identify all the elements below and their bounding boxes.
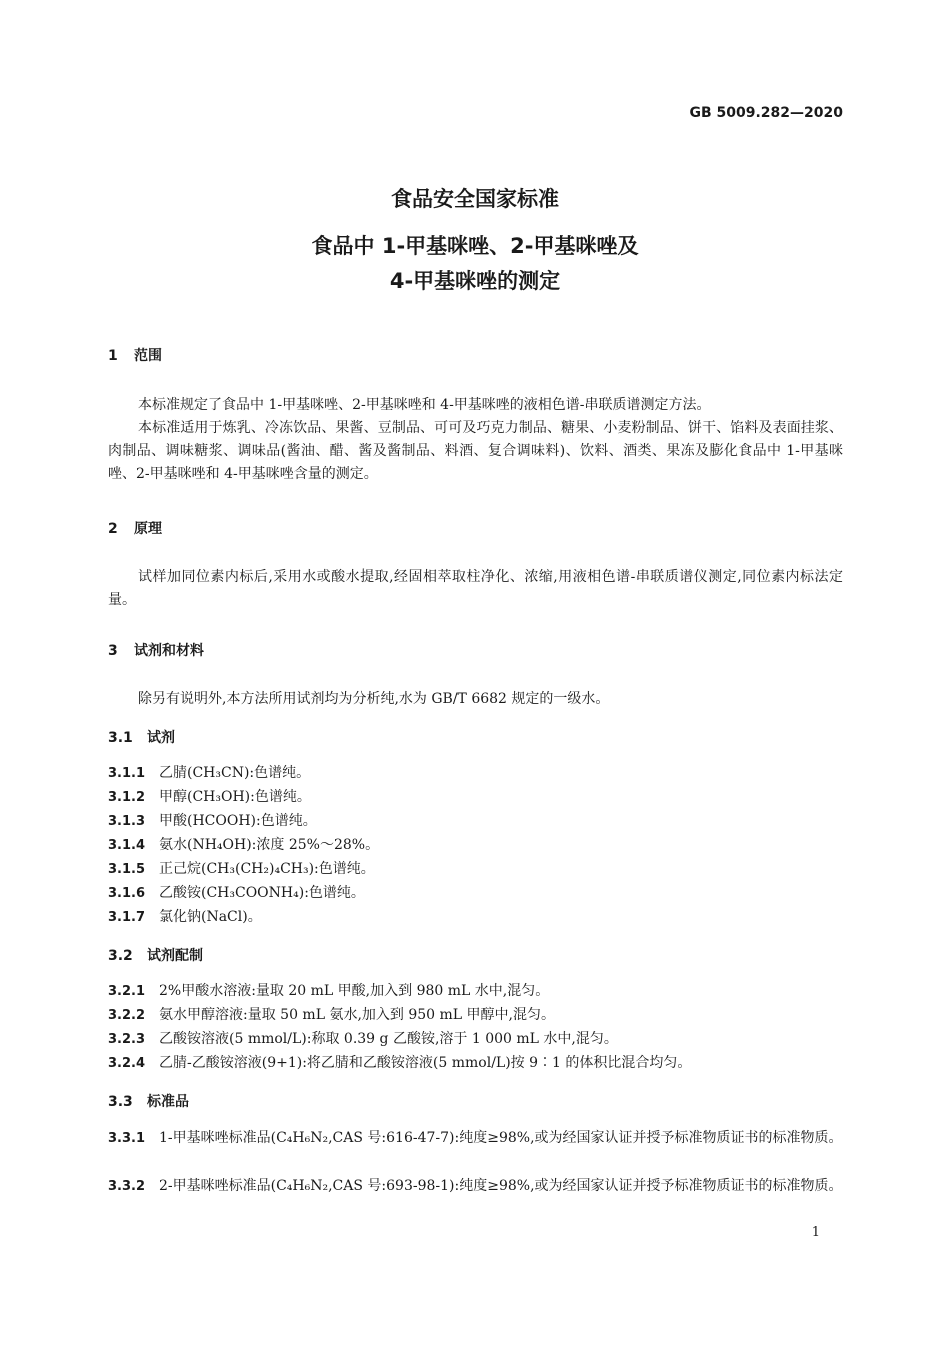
item-text: 乙酸铵溶液(5 mmol/L):称取 0.39 g 乙酸铵,溶于 1 000 mL 水中,混匀。 — [159, 1031, 618, 1047]
list-item — [108, 980, 843, 1003]
item-number: 3.2.3 — [108, 1032, 146, 1047]
section-title: 试剂和材料 — [134, 643, 204, 659]
item-number: 3.1.7 — [108, 910, 146, 925]
standard-number: GB 5009.282—2020 — [689, 105, 843, 121]
item-text: 甲酸(HCOOH):色谱纯。 — [159, 813, 317, 829]
section-2-paragraph-1: 试样加同位素内标后,采用水或酸水提取,经固相萃取柱净化、浓缩,用液相色谱-串联质谱仪测定,同位素内标法定量。 — [108, 569, 843, 608]
title-sub-line2: 4-甲基咪唑的测定 — [389, 269, 561, 293]
list-item — [108, 858, 843, 881]
section-3-3-heading — [108, 1091, 189, 1111]
section-1-heading — [108, 345, 162, 365]
item-number: 3.3.2 — [108, 1179, 146, 1194]
section-3-paragraph-1: 除另有说明外,本方法所用试剂均为分析纯,水为 GB/T 6682 规定的一级水。 — [138, 691, 610, 707]
section-number: 3.1 — [108, 730, 133, 746]
list-item — [108, 810, 843, 833]
section-3-2-heading — [108, 945, 203, 965]
item-text: 2-甲基咪唑标准品(C₄H₆N₂,CAS 号:693-98-1):纯度≥98%,或为经国家认证并授予标准物质证书的标准物质。 — [159, 1178, 843, 1194]
section-number: 1 — [108, 348, 118, 364]
section-1-paragraph-2: 本标准适用于炼乳、冷冻饮品、果酱、豆制品、可可及巧克力制品、糖果、小麦粉制品、饼干、馅料及表面挂浆、肉制品、调味糖浆、调味品(酱油、醋、酱及酱制品、料酒、复合调味料)、饮料、酒类、果冻及膨化食品中 1-甲基咪唑、2-甲基咪唑和 4-甲基咪唑含量的测定。 — [108, 420, 843, 482]
list-item — [108, 906, 843, 929]
item-number: 3.1.4 — [108, 838, 146, 853]
section-title: 原理 — [134, 521, 162, 537]
section-title: 试剂配制 — [147, 948, 203, 964]
list-item — [108, 786, 843, 809]
list-item — [108, 1028, 843, 1051]
section-3-heading — [108, 640, 204, 660]
list-item — [108, 882, 843, 905]
item-text: 乙腈(CH₃CN):色谱纯。 — [159, 765, 311, 781]
item-number: 3.1.6 — [108, 886, 146, 901]
item-number: 3.2.2 — [108, 1008, 146, 1023]
section-title: 试剂 — [147, 730, 175, 746]
item-text: 甲醇(CH₃OH):色谱纯。 — [159, 789, 311, 805]
item-number: 3.1.5 — [108, 862, 146, 877]
section-number: 3.2 — [108, 948, 133, 964]
item-text: 1-甲基咪唑标准品(C₄H₆N₂,CAS 号:616-47-7):纯度≥98%,或为经国家认证并授予标准物质证书的标准物质。 — [159, 1130, 843, 1146]
section-number: 3.3 — [108, 1094, 133, 1110]
section-title: 标准品 — [147, 1094, 189, 1110]
item-text: 氨水甲醇溶液:量取 50 mL 氨水,加入到 950 mL 甲醇中,混匀。 — [159, 1007, 555, 1023]
list-item — [108, 762, 843, 785]
section-title: 范围 — [134, 348, 162, 364]
title-sub-line1: 食品中 1-甲基咪唑、2-甲基咪唑及 — [311, 234, 639, 258]
item-number: 3.1.3 — [108, 814, 146, 829]
list-item — [108, 1174, 843, 1199]
section-1-paragraph-1: 本标准规定了食品中 1-甲基咪唑、2-甲基咪唑和 4-甲基咪唑的液相色谱-串联质谱测定方法。 — [138, 397, 711, 413]
title-main: 食品安全国家标准 — [391, 187, 559, 211]
section-number: 3 — [108, 643, 118, 659]
item-number: 3.1.2 — [108, 790, 146, 805]
section-3-1-heading — [108, 727, 175, 747]
item-text: 正己烷(CH₃(CH₂)₄CH₃):色谱纯。 — [159, 861, 375, 877]
item-text: 乙腈-乙酸铵溶液(9+1):将乙腈和乙酸铵溶液(5 mmol/L)按 9∶1 的体积比混合均匀。 — [159, 1055, 692, 1071]
list-item — [108, 1052, 843, 1075]
item-number: 3.3.1 — [108, 1131, 146, 1146]
item-text: 氯化钠(NaCl)。 — [159, 909, 262, 925]
item-number: 3.2.1 — [108, 984, 146, 999]
item-text: 2%甲酸水溶液:量取 20 mL 甲酸,加入到 980 mL 水中,混匀。 — [159, 983, 550, 999]
item-text: 氨水(NH₄OH):浓度 25%～28%。 — [159, 837, 380, 853]
section-2-heading — [108, 518, 162, 538]
item-number: 3.1.1 — [108, 766, 146, 781]
list-item — [108, 1004, 843, 1027]
page-number: 1 — [811, 1225, 820, 1240]
item-text: 乙酸铵(CH₃COONH₄):色谱纯。 — [159, 885, 365, 901]
list-item — [108, 1126, 843, 1151]
item-number: 3.2.4 — [108, 1056, 146, 1071]
list-item — [108, 834, 843, 857]
section-number: 2 — [108, 521, 118, 537]
